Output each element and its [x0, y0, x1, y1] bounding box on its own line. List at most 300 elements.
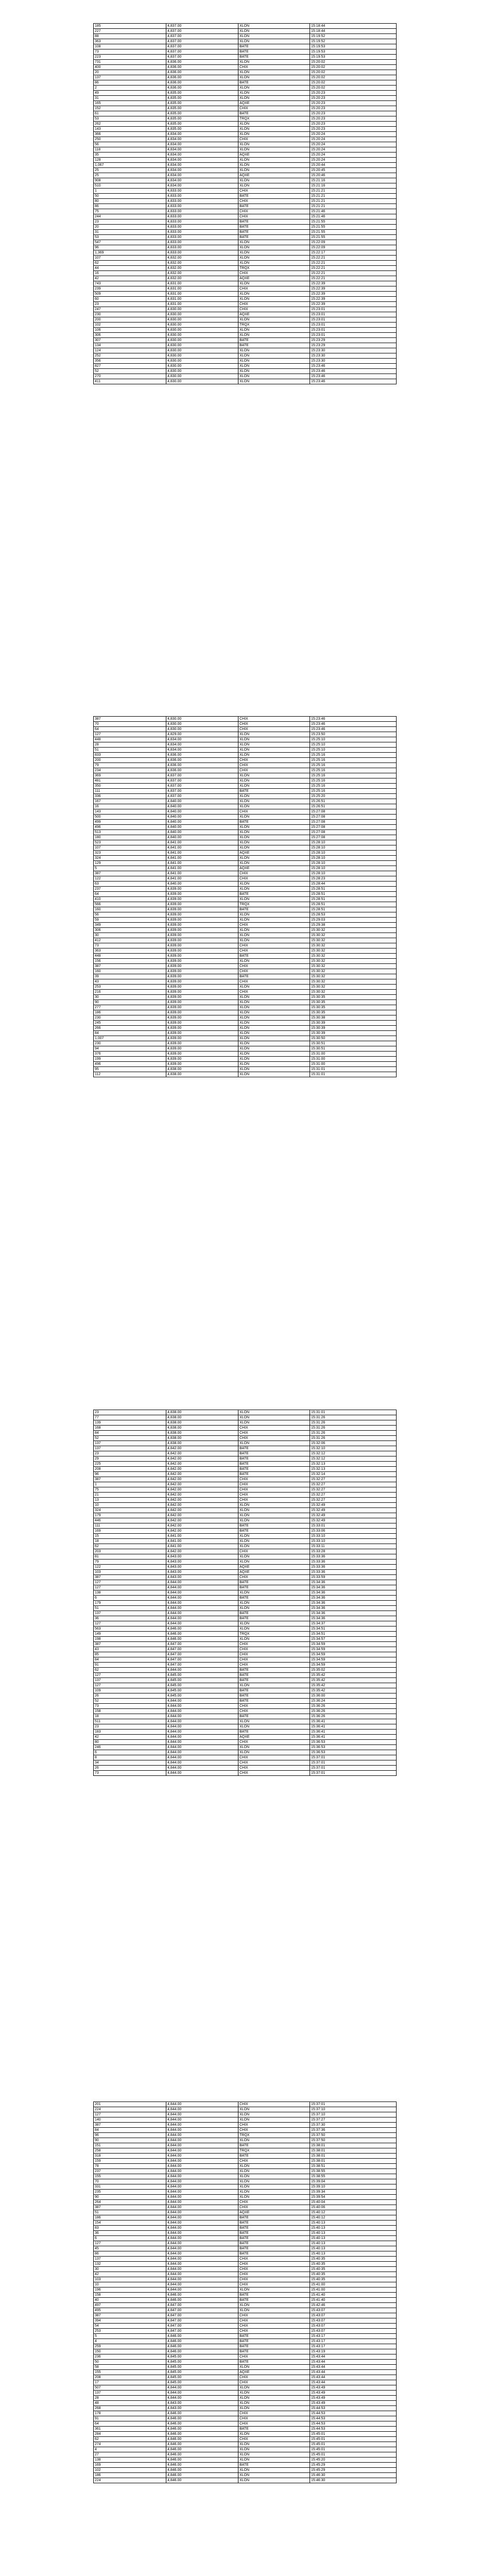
price-cell: 4,839.00	[166, 928, 238, 933]
time-cell: 15:38:01	[310, 2143, 397, 2148]
time-cell: 15:40:35	[310, 2262, 397, 2267]
venue-cell: XLON	[238, 773, 310, 778]
price-cell: 4,835.00	[166, 106, 238, 111]
quantity-cell: 6	[94, 1750, 166, 1755]
quantity-cell: 43	[94, 1647, 166, 1652]
price-cell: 4,844.00	[166, 1766, 238, 1771]
time-cell: 15:32:14	[310, 1472, 397, 1477]
quantity-cell: 64	[94, 727, 166, 732]
time-cell: 15:37:50	[310, 2133, 397, 2138]
venue-cell: BATE	[238, 1585, 310, 1590]
time-cell: 15:30:32	[310, 959, 397, 964]
time-cell: 15:31:26	[310, 1431, 397, 1436]
price-cell: 4,844.00	[166, 2385, 238, 2391]
time-cell: 15:44:53	[310, 2421, 397, 2427]
venue-cell: XLON	[238, 985, 310, 990]
venue-cell: AQXE	[238, 1570, 310, 1575]
time-cell: 15:32:49	[310, 1513, 397, 1518]
price-cell: 4,837.00	[166, 44, 238, 49]
price-cell: 4,844.00	[166, 1750, 238, 1755]
price-cell: 4,836.00	[166, 80, 238, 86]
venue-cell: BATE	[238, 1730, 310, 1735]
price-cell: 4,835.00	[166, 116, 238, 122]
price-cell: 4,835.00	[166, 111, 238, 116]
quantity-cell: 23	[94, 219, 166, 225]
quantity-cell: 31	[94, 96, 166, 101]
price-cell: 4,830.00	[166, 727, 238, 732]
price-cell: 4,845.00	[166, 2365, 238, 2370]
venue-cell: CHIX	[238, 2123, 310, 2128]
price-cell: 4,846.00	[166, 2293, 238, 2298]
quantity-cell: 198	[94, 1637, 166, 1642]
venue-cell: XLON	[238, 1000, 310, 1005]
quantity-cell: 179	[94, 1513, 166, 1518]
time-cell: 15:43:44	[310, 2380, 397, 2385]
quantity-cell: 137	[94, 75, 166, 80]
table-row	[94, 2329, 397, 2334]
price-cell: 4,839.00	[166, 933, 238, 938]
price-cell: 4,844.00	[166, 1709, 238, 1714]
price-cell: 4,844.00	[166, 2391, 238, 2396]
quantity-cell: 387	[94, 871, 166, 876]
price-cell: 4,839.00	[166, 1031, 238, 1036]
table-row	[94, 1750, 397, 1755]
quantity-cell: 270	[94, 374, 166, 379]
time-cell: 15:20:23	[310, 111, 397, 116]
quantity-cell: 13	[94, 1498, 166, 1503]
price-cell: 4,836.00	[166, 758, 238, 763]
time-cell: 15:34:51	[310, 1632, 397, 1637]
quantity-cell: 356	[94, 359, 166, 364]
quantity-cell: 52	[94, 369, 166, 374]
venue-cell: XLON	[238, 348, 310, 353]
table-row	[94, 1015, 397, 1021]
venue-cell: XLON	[238, 1745, 310, 1750]
quantity-cell: 62	[94, 1668, 166, 1673]
table-row	[94, 825, 397, 830]
time-cell: 15:34:36	[310, 1596, 397, 1601]
venue-cell: AQXE	[238, 312, 310, 317]
price-cell: 4,844.00	[166, 2184, 238, 2190]
price-cell: 4,842.00	[166, 1549, 238, 1554]
price-cell: 4,844.00	[166, 2112, 238, 2117]
quantity-cell: 96	[94, 2133, 166, 2138]
quantity-cell: 253	[94, 2329, 166, 2334]
quantity-cell: 102	[94, 2468, 166, 2473]
table-row	[94, 250, 397, 256]
quantity-cell: 349	[94, 923, 166, 928]
venue-cell: XLON	[238, 1590, 310, 1596]
venue-cell: BATE	[238, 2221, 310, 2226]
price-cell: 4,833.00	[166, 204, 238, 209]
table-row	[94, 1031, 397, 1036]
time-cell: 15:38:51	[310, 2164, 397, 2169]
table-row	[94, 1724, 397, 1730]
time-cell: 15:30:32	[310, 979, 397, 985]
quantity-cell: 369	[94, 773, 166, 778]
quantity-cell: 94	[94, 1046, 166, 1052]
price-cell: 4,836.00	[166, 60, 238, 65]
venue-cell: CHIX	[238, 1426, 310, 1431]
time-cell: 15:46:30	[310, 2473, 397, 2478]
time-cell: 15:34:36	[310, 1616, 397, 1621]
quantity-cell: 827	[94, 364, 166, 369]
quantity-cell: 36	[94, 2231, 166, 2236]
price-cell: 4,836.00	[166, 75, 238, 80]
price-cell: 4,833.00	[166, 219, 238, 225]
quantity-cell: 16	[94, 804, 166, 809]
quantity-cell: 497	[94, 2303, 166, 2308]
price-cell: 4,843.00	[166, 1575, 238, 1580]
price-cell: 4,838.00	[166, 1410, 238, 1415]
price-cell: 4,841.00	[166, 1544, 238, 1549]
price-cell: 4,834.00	[166, 183, 238, 189]
table-row	[94, 742, 397, 748]
venue-cell: CHIX	[238, 2257, 310, 2262]
quantity-cell: 306	[94, 333, 166, 338]
table-row	[94, 2215, 397, 2221]
table-row	[94, 1596, 397, 1601]
time-cell: 15:45:29	[310, 2468, 397, 2473]
price-cell: 4,834.00	[166, 152, 238, 158]
table-row	[94, 49, 397, 55]
table-row	[94, 871, 397, 876]
quantity-cell: 127	[94, 1621, 166, 1626]
table-row	[94, 845, 397, 851]
quantity-cell: 154	[94, 2221, 166, 2226]
time-cell: 15:27:08	[310, 825, 397, 830]
time-cell: 15:22:39	[310, 297, 397, 302]
time-cell: 15:43:49	[310, 2396, 397, 2401]
quantity-cell: 70	[94, 2179, 166, 2184]
quantity-cell: 259	[94, 2344, 166, 2349]
time-cell: 15:37:30	[310, 2123, 397, 2128]
quantity-cell: 547	[94, 240, 166, 245]
price-cell: 4,830.00	[166, 328, 238, 333]
venue-cell: AQXE	[238, 152, 310, 158]
price-cell: 4,839.00	[166, 1015, 238, 1021]
quantity-cell: 336	[94, 794, 166, 799]
table-row	[94, 1642, 397, 1647]
venue-cell: XLON	[238, 1554, 310, 1560]
table-row	[94, 1709, 397, 1714]
time-cell: 15:23:01	[310, 323, 397, 328]
time-cell: 15:22:09	[310, 245, 397, 250]
venue-cell: BATE	[238, 2293, 310, 2298]
quantity-cell: 10	[94, 1503, 166, 1508]
time-cell: 15:20:24	[310, 137, 397, 142]
quantity-cell: 51	[94, 1606, 166, 1611]
price-cell: 4,844.00	[166, 1621, 238, 1626]
price-cell: 4,844.00	[166, 1580, 238, 1585]
table-row	[94, 1663, 397, 1668]
table-row	[94, 1590, 397, 1596]
quantity-cell: 448	[94, 954, 166, 959]
time-cell: 15:30:35	[310, 1005, 397, 1010]
venue-cell: CHIX	[238, 717, 310, 722]
time-cell: 15:30:32	[310, 954, 397, 959]
time-cell: 15:25:10	[310, 742, 397, 748]
venue-cell: CHIX	[238, 1755, 310, 1760]
venue-cell: XLON	[238, 1513, 310, 1518]
quantity-cell: 151	[94, 2143, 166, 2148]
price-cell: 4,846.00	[166, 2339, 238, 2344]
table-row	[94, 995, 397, 1000]
price-cell: 4,832.00	[166, 256, 238, 261]
trade-table-page-4	[93, 2102, 396, 2483]
quantity-cell: 51	[94, 748, 166, 753]
venue-cell: XLON	[238, 2179, 310, 2184]
quantity-cell: 495	[94, 2308, 166, 2313]
venue-cell: XLON	[238, 732, 310, 737]
quantity-cell: 234	[94, 768, 166, 773]
quantity-cell: 52	[94, 1436, 166, 1441]
time-cell: 15:34:59	[310, 1657, 397, 1663]
table-row	[94, 727, 397, 732]
price-cell: 4,830.00	[166, 312, 238, 317]
time-cell: 15:39:54	[310, 2195, 397, 2200]
venue-cell: XLON	[238, 2473, 310, 2478]
time-cell: 15:21:46	[310, 209, 397, 214]
price-cell: 4,844.00	[166, 2241, 238, 2246]
price-cell: 4,838.00	[166, 1420, 238, 1426]
time-cell: 15:26:51	[310, 804, 397, 809]
time-cell: 15:31:01	[310, 1067, 397, 1072]
quantity-cell: 75	[94, 209, 166, 214]
venue-cell: XLON	[238, 256, 310, 261]
venue-cell: XLON	[238, 799, 310, 804]
venue-cell: XLON	[238, 2401, 310, 2406]
price-cell: 4,839.00	[166, 990, 238, 995]
quantity-cell: 224	[94, 2107, 166, 2112]
quantity-cell: 36	[94, 1616, 166, 1621]
venue-cell: XLON	[238, 1036, 310, 1041]
price-cell: 4,837.00	[166, 794, 238, 799]
time-cell: 15:32:27	[310, 1493, 397, 1498]
venue-cell: XLON	[238, 1410, 310, 1415]
price-cell: 4,832.00	[166, 276, 238, 281]
venue-cell: XLON	[238, 2458, 310, 2463]
table-row	[94, 979, 397, 985]
table-row	[94, 369, 397, 374]
venue-cell: XLON	[238, 2468, 310, 2473]
venue-cell: XLON	[238, 1026, 310, 1031]
table-row	[94, 281, 397, 286]
time-cell: 15:28:51	[310, 892, 397, 897]
time-cell: 15:28:23	[310, 876, 397, 882]
venue-cell: XLON	[238, 75, 310, 80]
time-cell: 15:34:36	[310, 1606, 397, 1611]
time-cell: 15:31:26	[310, 1426, 397, 1431]
table-row	[94, 1560, 397, 1565]
venue-cell: XLON	[238, 250, 310, 256]
venue-cell: BATE	[238, 230, 310, 235]
price-cell: 4,830.00	[166, 338, 238, 343]
time-cell: 15:40:13	[310, 2231, 397, 2236]
price-cell: 4,844.00	[166, 2148, 238, 2154]
table-row	[94, 1420, 397, 1426]
quantity-cell: 2	[94, 86, 166, 91]
venue-cell: CHIX	[238, 1436, 310, 1441]
time-cell: 15:36:26	[310, 1714, 397, 1719]
price-cell: 4,835.00	[166, 101, 238, 106]
venue-cell: XLON	[238, 1010, 310, 1015]
price-cell: 4,840.00	[166, 882, 238, 887]
price-cell: 4,834.00	[166, 748, 238, 753]
price-cell: 4,844.00	[166, 2107, 238, 2112]
venue-cell: CHIX	[238, 1704, 310, 1709]
table-row	[94, 24, 397, 29]
venue-cell: BATE	[238, 343, 310, 348]
quantity-cell: 103	[94, 1570, 166, 1575]
quantity-cell: 363	[94, 948, 166, 954]
time-cell: 15:30:32	[310, 943, 397, 948]
price-cell: 4,846.00	[166, 2437, 238, 2442]
venue-cell: BATE	[238, 1523, 310, 1529]
table-row	[94, 1052, 397, 1057]
quantity-cell: 324	[94, 856, 166, 861]
price-cell: 4,842.00	[166, 1446, 238, 1451]
time-cell: 15:28:10	[310, 871, 397, 876]
price-cell: 4,844.00	[166, 2215, 238, 2221]
price-cell: 4,847.00	[166, 2313, 238, 2318]
quantity-cell: 307	[94, 338, 166, 343]
time-cell: 15:20:02	[310, 65, 397, 70]
quantity-cell: 387	[94, 1575, 166, 1580]
time-cell: 15:22:39	[310, 302, 397, 307]
venue-cell: XLON	[238, 845, 310, 851]
quantity-cell: 513	[94, 830, 166, 835]
time-cell: 15:40:13	[310, 2246, 397, 2251]
table-row	[94, 2318, 397, 2324]
quantity-cell: 563	[94, 1626, 166, 1632]
table-row	[94, 882, 397, 887]
venue-cell: BATE	[238, 2236, 310, 2241]
time-cell: 15:32:27	[310, 1498, 397, 1503]
time-cell: 15:30:32	[310, 985, 397, 990]
table-row	[94, 1745, 397, 1750]
time-cell: 15:29:38	[310, 923, 397, 928]
time-cell: 15:22:39	[310, 286, 397, 292]
time-cell: 15:40:12	[310, 2215, 397, 2221]
venue-cell: BATE	[238, 111, 310, 116]
quantity-cell: 20	[94, 225, 166, 230]
price-cell: 4,845.00	[166, 1678, 238, 1683]
quantity-cell: 63	[94, 882, 166, 887]
venue-cell: XLON	[238, 2391, 310, 2396]
table-row	[94, 1021, 397, 1026]
quantity-cell: 23	[94, 1410, 166, 1415]
quantity-cell: 274	[94, 2442, 166, 2447]
time-cell: 15:31:26	[310, 1415, 397, 1420]
venue-cell: CHIX	[238, 1431, 310, 1436]
venue-cell: XLON	[238, 835, 310, 840]
table-row	[94, 2133, 397, 2138]
table-row	[94, 1041, 397, 1046]
venue-cell: CHIX	[238, 1657, 310, 1663]
time-cell: 15:38:01	[310, 2154, 397, 2159]
time-cell: 15:37:10	[310, 2107, 397, 2112]
quantity-cell: 185	[94, 24, 166, 29]
price-cell: 4,842.00	[166, 1498, 238, 1503]
time-cell: 15:27:08	[310, 820, 397, 825]
price-cell: 4,831.00	[166, 297, 238, 302]
price-cell: 4,844.00	[166, 1616, 238, 1621]
table-row	[94, 235, 397, 240]
quantity-cell: 199	[94, 1057, 166, 1062]
price-cell: 4,834.00	[166, 178, 238, 183]
venue-cell: XLON	[238, 1719, 310, 1724]
time-cell: 15:20:02	[310, 70, 397, 75]
venue-cell: CHIX	[238, 2267, 310, 2272]
quantity-cell: 387	[94, 717, 166, 722]
venue-cell: TRQX	[238, 2133, 310, 2138]
time-cell: 15:43:49	[310, 2401, 397, 2406]
table-row	[94, 199, 397, 204]
table-row	[94, 2416, 397, 2421]
quantity-cell: 108	[94, 44, 166, 49]
table-row	[94, 65, 397, 70]
price-cell: 4,841.00	[166, 866, 238, 871]
price-cell: 4,839.00	[166, 969, 238, 974]
venue-cell: XLON	[238, 142, 310, 147]
quantity-cell: 106	[94, 328, 166, 333]
quantity-cell: 34	[94, 1760, 166, 1766]
venue-cell: CHIX	[238, 722, 310, 727]
table-row	[94, 1554, 397, 1560]
price-cell: 4,844.00	[166, 2210, 238, 2215]
price-cell: 4,839.00	[166, 897, 238, 902]
venue-cell: XLON	[238, 856, 310, 861]
venue-cell: BATE	[238, 892, 310, 897]
table-row	[94, 2354, 397, 2360]
quantity-cell: 183	[94, 1730, 166, 1735]
venue-cell: CHIX	[238, 1663, 310, 1668]
price-cell: 4,839.00	[166, 902, 238, 907]
time-cell: 15:27:08	[310, 809, 397, 815]
table-row	[94, 2421, 397, 2427]
table-row	[94, 737, 397, 742]
quantity-cell: 137	[94, 1611, 166, 1616]
venue-cell: BATE	[238, 2427, 310, 2432]
venue-cell: BATE	[238, 219, 310, 225]
time-cell: 15:25:16	[310, 789, 397, 794]
table-row	[94, 773, 397, 778]
table-row	[94, 2391, 397, 2396]
venue-cell: XLON	[238, 742, 310, 748]
time-cell: 15:30:32	[310, 974, 397, 979]
venue-cell: CHIX	[238, 65, 310, 70]
time-cell: 15:28:10	[310, 856, 397, 861]
table-row	[94, 856, 397, 861]
venue-cell: XLON	[238, 1503, 310, 1508]
price-cell: 4,847.00	[166, 2303, 238, 2308]
quantity-cell: 58	[94, 2365, 166, 2370]
price-cell: 4,840.00	[166, 835, 238, 840]
time-cell: 15:25:16	[310, 753, 397, 758]
quantity-cell: 168	[94, 1426, 166, 1431]
price-cell: 4,842.00	[166, 1477, 238, 1482]
table-row	[94, 256, 397, 261]
table-row	[94, 2442, 397, 2447]
venue-cell: XLON	[238, 2169, 310, 2174]
table-row	[94, 2396, 397, 2401]
price-cell: 4,844.00	[166, 2154, 238, 2159]
time-cell: 15:19:53	[310, 49, 397, 55]
table-row	[94, 34, 397, 39]
table-row	[94, 2303, 397, 2308]
venue-cell: XLON	[238, 364, 310, 369]
